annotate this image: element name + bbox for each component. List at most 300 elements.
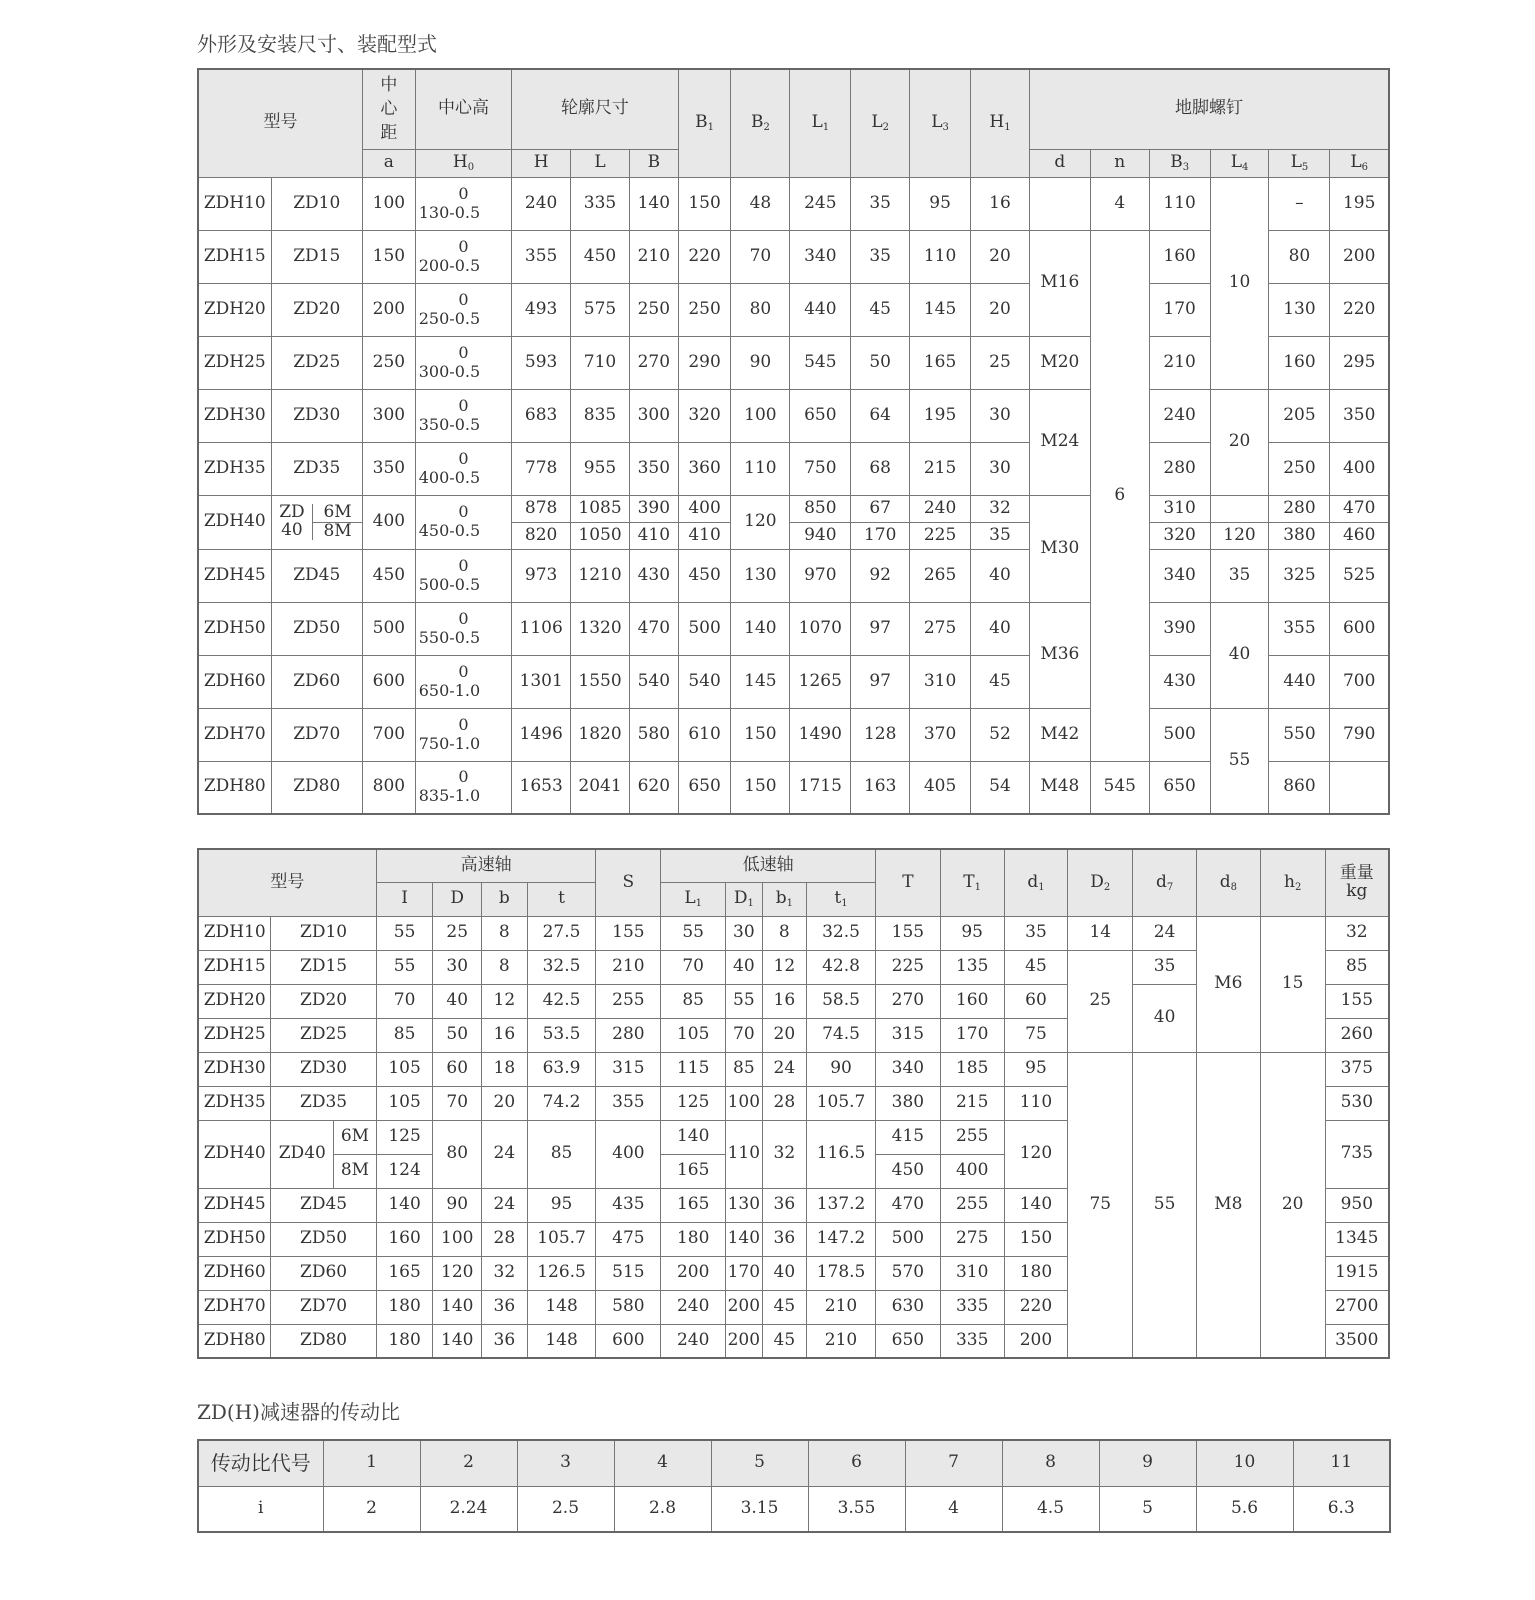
cell: 100	[726, 1086, 762, 1120]
ratio-value-cell: 2.24	[420, 1486, 517, 1532]
cell: 110	[1149, 177, 1210, 230]
table-row	[198, 389, 1389, 442]
cell: 110	[726, 1120, 762, 1188]
cell: 70	[731, 230, 790, 283]
cell: 105	[376, 1052, 433, 1086]
cell: ZD15	[271, 230, 362, 283]
cell: 515	[596, 1256, 661, 1290]
cell: 70	[376, 984, 433, 1018]
cell: ZD20	[271, 283, 362, 336]
cell: 32	[1325, 916, 1389, 950]
cell: 135	[940, 950, 1004, 984]
cell: 120	[433, 1256, 482, 1290]
cell: 45	[851, 283, 910, 336]
cell: 74.2	[527, 1086, 596, 1120]
ratio-value-cell: 2	[323, 1486, 420, 1532]
cell: 475	[596, 1222, 661, 1256]
cell: 255	[596, 984, 661, 1018]
cell: 50	[851, 336, 910, 389]
ratio-value-row	[198, 1486, 1390, 1532]
ratio-code-cell: 8	[1002, 1440, 1099, 1486]
cell-ho: 0 835-1.0	[415, 761, 511, 814]
cell: 178.5	[807, 1256, 876, 1290]
cell: 32	[762, 1120, 807, 1188]
cell: 195	[1330, 177, 1389, 230]
cell: 500	[678, 602, 731, 655]
cell: ZD10	[271, 916, 376, 950]
cell: 20	[762, 1018, 807, 1052]
header-b1: $b_1$	[762, 882, 807, 916]
cell: ZD50	[271, 1222, 376, 1256]
ratio-value-cell: 3.15	[711, 1486, 808, 1532]
cell-ho: 0 500-0.5	[415, 549, 511, 602]
cell: 950	[1325, 1188, 1389, 1222]
cell: 85	[1325, 950, 1389, 984]
cell: 400	[940, 1154, 1004, 1188]
cell: 1070	[790, 602, 851, 655]
cell: 3500	[1325, 1324, 1389, 1358]
cell: 45	[1004, 950, 1068, 984]
cell: 380	[1269, 522, 1330, 549]
cell: 105.7	[527, 1222, 596, 1256]
cell: 800	[362, 761, 415, 814]
header-L: L	[571, 149, 630, 177]
cell: 450	[678, 549, 731, 602]
cell: 54	[971, 761, 1030, 814]
cell: 80	[731, 283, 790, 336]
cell: 25	[433, 916, 482, 950]
header-a: a	[362, 149, 415, 177]
shaft-table	[197, 848, 1390, 1359]
cell: 30	[433, 950, 482, 984]
cell: 170	[1149, 283, 1210, 336]
cell: 35	[1210, 549, 1269, 602]
cell: 220	[678, 230, 731, 283]
cell: 20	[971, 230, 1030, 283]
cell: 140	[726, 1222, 762, 1256]
cell: 126.5	[527, 1256, 596, 1290]
cell: 140	[1004, 1188, 1068, 1222]
cell: 778	[512, 442, 571, 495]
cell: ZDH60	[198, 1256, 271, 1290]
cell: M16	[1029, 230, 1090, 336]
cell: 290	[678, 336, 731, 389]
cell: 140	[376, 1188, 433, 1222]
cell: 400	[678, 495, 731, 522]
cell: 155	[596, 916, 661, 950]
cell: 90	[731, 336, 790, 389]
cell: 130	[731, 549, 790, 602]
cell: 70	[433, 1086, 482, 1120]
ratio-code-cell: 11	[1293, 1440, 1390, 1486]
dimensions-table	[197, 68, 1390, 815]
header-H0: $H_0$	[415, 149, 511, 177]
header-B: B	[629, 149, 678, 177]
cell: 410	[678, 522, 731, 549]
cell: 140	[629, 177, 678, 230]
cell: 500	[362, 602, 415, 655]
cell: 700	[362, 708, 415, 761]
cell: ZD10	[271, 177, 362, 230]
cell: 280	[1149, 442, 1210, 495]
cell: 105	[661, 1018, 726, 1052]
table-row	[198, 1052, 1389, 1086]
cell: 400	[362, 495, 415, 549]
cell: 860	[1269, 761, 1330, 814]
cell: 70	[661, 950, 726, 984]
cell: 150	[731, 761, 790, 814]
cell: 835	[571, 389, 630, 442]
cell: 435	[596, 1188, 661, 1222]
cell: ZDH70	[198, 1290, 271, 1324]
cell: ZDH45	[198, 549, 271, 602]
cell-ho: 0 130-0.5	[415, 177, 511, 230]
cell: 42.8	[807, 950, 876, 984]
cell: 205	[1269, 389, 1330, 442]
cell: 30	[726, 916, 762, 950]
cell: 40	[971, 602, 1030, 655]
cell: ZD70	[271, 708, 362, 761]
cell: 28	[762, 1086, 807, 1120]
table1-title: 外形及安装尺寸、装配型式	[197, 32, 437, 56]
cell: 575	[571, 283, 630, 336]
cell: 52	[971, 708, 1030, 761]
cell: 110	[910, 230, 971, 283]
cell: 58.5	[807, 984, 876, 1018]
header-model: 型号	[198, 69, 362, 177]
cell: 250	[629, 283, 678, 336]
cell: 16	[762, 984, 807, 1018]
cell: 20	[971, 283, 1030, 336]
cell: 100	[731, 389, 790, 442]
header-L3: $L_3$	[910, 69, 971, 177]
cell: 40	[971, 549, 1030, 602]
cell: 215	[940, 1086, 1004, 1120]
ratio-value-cell: 5	[1099, 1486, 1196, 1532]
cell: 95	[940, 916, 1004, 950]
cell	[1210, 495, 1269, 522]
cell: 50	[433, 1018, 482, 1052]
cell: 440	[1269, 655, 1330, 708]
cell: 650	[875, 1324, 940, 1358]
cell-ho: 0 650-1.0	[415, 655, 511, 708]
cell: 95	[1004, 1052, 1068, 1086]
cell: 8	[482, 950, 528, 984]
cell: ZDH50	[198, 602, 271, 655]
cell-zd40	[271, 495, 362, 549]
cell: 550	[1269, 708, 1330, 761]
cell: 165	[661, 1154, 726, 1188]
header-outline: 轮廓尺寸	[512, 69, 678, 149]
cell: 750	[790, 442, 851, 495]
ratio-code-cell: 4	[614, 1440, 711, 1486]
cell: 36	[482, 1290, 528, 1324]
header-L1: $L_1$	[661, 882, 726, 916]
cell: 580	[596, 1290, 661, 1324]
header-B2: $B_2$	[731, 69, 790, 177]
table-row	[198, 708, 1389, 761]
cell: ZD15	[271, 950, 376, 984]
cell: 8	[482, 916, 528, 950]
header-S: S	[596, 849, 661, 916]
table-row	[198, 549, 1389, 602]
cell: 130	[1269, 283, 1330, 336]
cell: 32.5	[527, 950, 596, 984]
cell: 200	[726, 1290, 762, 1324]
cell: 12	[762, 950, 807, 984]
cell: 28	[482, 1222, 528, 1256]
header-H1: $H_1$	[971, 69, 1030, 177]
ratio-code-row	[198, 1440, 1390, 1486]
cell: 1820	[571, 708, 630, 761]
cell: 500	[1149, 708, 1210, 761]
ratio-code-cell: 5	[711, 1440, 808, 1486]
header-h2: $h_2$	[1260, 849, 1325, 916]
cell: 250	[678, 283, 731, 336]
cell: ZDH10	[198, 177, 271, 230]
cell: 650	[1149, 761, 1210, 814]
cell: 148	[527, 1324, 596, 1358]
cell: 390	[629, 495, 678, 522]
cell: 20	[482, 1086, 528, 1120]
cell: 270	[629, 336, 678, 389]
cell: 430	[629, 549, 678, 602]
cell: 185	[940, 1052, 1004, 1086]
cell: 210	[1149, 336, 1210, 389]
cell: 35	[1133, 950, 1197, 984]
cell: 160	[1149, 230, 1210, 283]
cell: 1210	[571, 549, 630, 602]
cell: 180	[376, 1290, 433, 1324]
cell: 545	[790, 336, 851, 389]
cell: 130	[726, 1188, 762, 1222]
cell: 32.5	[807, 916, 876, 950]
cell: 500	[875, 1222, 940, 1256]
cell: 150	[1004, 1222, 1068, 1256]
cell: 350	[629, 442, 678, 495]
cell: 32	[482, 1256, 528, 1290]
cell: 45	[971, 655, 1030, 708]
cell: ZDH80	[198, 1324, 271, 1358]
cell: ZDH80	[198, 761, 271, 814]
cell: 405	[910, 761, 971, 814]
header-center-distance: 中心距	[362, 69, 415, 149]
cell: ZD50	[271, 602, 362, 655]
ratio-code-label: 传动比代号	[198, 1440, 323, 1486]
header-D: D	[433, 882, 482, 916]
cell: 970	[790, 549, 851, 602]
cell: –	[1269, 177, 1330, 230]
ratio-value-cell: 4	[905, 1486, 1002, 1532]
cell: 460	[1330, 522, 1389, 549]
cell	[1029, 177, 1090, 230]
cell: 280	[596, 1018, 661, 1052]
cell: ZDH60	[198, 655, 271, 708]
cell: 40	[726, 950, 762, 984]
cell: M30	[1029, 495, 1090, 602]
cell: 20	[1210, 389, 1269, 495]
cell: 150	[678, 177, 731, 230]
cell: 355	[512, 230, 571, 283]
cell: 390	[1149, 602, 1210, 655]
cell: ZDH70	[198, 708, 271, 761]
cell: ZD25	[271, 336, 362, 389]
cell: 225	[910, 522, 971, 549]
cell: 683	[512, 389, 571, 442]
cell: 6	[1090, 230, 1149, 761]
cell: 400	[596, 1120, 661, 1188]
cell-ho: 0 550-0.5	[415, 602, 511, 655]
cell: 470	[875, 1188, 940, 1222]
cell: 1496	[512, 708, 571, 761]
ratio-code-cell: 1	[323, 1440, 420, 1486]
cell: 165	[910, 336, 971, 389]
cell: 60	[433, 1052, 482, 1086]
header-T: T	[875, 849, 940, 916]
cell: 75	[1004, 1018, 1068, 1052]
cell: 165	[661, 1188, 726, 1222]
cell: 90	[433, 1188, 482, 1222]
cell: 64	[851, 389, 910, 442]
cell: 67	[851, 495, 910, 522]
cell: 450	[362, 549, 415, 602]
cell: 92	[851, 549, 910, 602]
cell: 147.2	[807, 1222, 876, 1256]
cell: 170	[851, 522, 910, 549]
cell: 160	[940, 984, 1004, 1018]
cell: 145	[731, 655, 790, 708]
cell: 4	[1090, 177, 1149, 230]
cell: 48	[731, 177, 790, 230]
cell: 55	[376, 950, 433, 984]
cell: 940	[790, 522, 851, 549]
cell: ZDH15	[198, 230, 271, 283]
cell: 275	[940, 1222, 1004, 1256]
cell: 200	[661, 1256, 726, 1290]
cell: 12	[482, 984, 528, 1018]
cell: 540	[678, 655, 731, 708]
header-L5: $L_5$	[1269, 149, 1330, 177]
cell: 275	[910, 602, 971, 655]
cell: 450	[571, 230, 630, 283]
cell: 350	[1330, 389, 1389, 442]
cell: 955	[571, 442, 630, 495]
header-L1: $L_1$	[790, 69, 851, 177]
cell: 148	[527, 1290, 596, 1324]
cell: 140	[661, 1120, 726, 1154]
cell: ZDH30	[198, 389, 271, 442]
cell: ZD60	[271, 655, 362, 708]
cell: ZD30	[271, 1052, 376, 1086]
cell: 210	[807, 1324, 876, 1358]
header-I: I	[376, 882, 433, 916]
cell: 40	[1210, 602, 1269, 708]
header-model: 型号	[198, 849, 376, 916]
cell: 600	[1330, 602, 1389, 655]
cell: 180	[661, 1222, 726, 1256]
cell: 850	[790, 495, 851, 522]
cell: 440	[790, 283, 851, 336]
cell: ZDH20	[198, 984, 271, 1018]
cell-ho: 0 400-0.5	[415, 442, 511, 495]
cell: 16	[971, 177, 1030, 230]
cell: ZDH25	[198, 336, 271, 389]
cell: 74.5	[807, 1018, 876, 1052]
cell: 25	[1068, 950, 1133, 1052]
cell: 470	[629, 602, 678, 655]
cell: ZDH45	[198, 1188, 271, 1222]
cell: 525	[1330, 549, 1389, 602]
cell: 255	[940, 1120, 1004, 1154]
cell: 355	[596, 1086, 661, 1120]
cell: 55	[376, 916, 433, 950]
cell: 85	[726, 1052, 762, 1086]
cell: 97	[851, 655, 910, 708]
cell: ZDH10	[198, 916, 271, 950]
ratio-code-cell: 3	[517, 1440, 614, 1486]
cell: 878	[512, 495, 571, 522]
cell: ZDH50	[198, 1222, 271, 1256]
cell-ho: 0 250-0.5	[415, 283, 511, 336]
cell: 200	[362, 283, 415, 336]
cell: 124	[376, 1154, 433, 1188]
cell-ho: 0 750-1.0	[415, 708, 511, 761]
cell: 270	[875, 984, 940, 1018]
cell: 240	[661, 1290, 726, 1324]
cell: 90	[807, 1052, 876, 1086]
cell: 35	[851, 177, 910, 230]
cell: 400	[1330, 442, 1389, 495]
cell: 163	[851, 761, 910, 814]
cell: 95	[910, 177, 971, 230]
cell: 1653	[512, 761, 571, 814]
header-t1: $t_1$	[807, 882, 876, 916]
cell: 195	[910, 389, 971, 442]
cell: 40	[433, 984, 482, 1018]
cell: 2700	[1325, 1290, 1389, 1324]
cell: 1550	[571, 655, 630, 708]
cell: 137.2	[807, 1188, 876, 1222]
ratio-code-cell: 6	[808, 1440, 905, 1486]
cell: 1490	[790, 708, 851, 761]
table-row	[198, 177, 1389, 230]
cell: 140	[433, 1290, 482, 1324]
cell: 170	[940, 1018, 1004, 1052]
cell: 68	[851, 442, 910, 495]
cell: ZD35	[271, 1086, 376, 1120]
header-d1: $d_1$	[1004, 849, 1068, 916]
cell: 8	[762, 916, 807, 950]
zd40-label: ZD 40	[272, 504, 314, 541]
cell: 310	[1149, 495, 1210, 522]
header-bolts: 地脚螺钉	[1029, 69, 1389, 149]
header-B3: $B_3$	[1149, 149, 1210, 177]
cell: 36	[762, 1188, 807, 1222]
cell: 36	[762, 1222, 807, 1256]
cell: M42	[1029, 708, 1090, 761]
cell: 620	[629, 761, 678, 814]
cell: 200	[1330, 230, 1389, 283]
cell: 120	[1210, 522, 1269, 549]
cell: 240	[910, 495, 971, 522]
cell: 155	[875, 916, 940, 950]
cell: 200	[1004, 1324, 1068, 1358]
cell: ZDH40	[198, 495, 271, 549]
cell: 45	[762, 1290, 807, 1324]
cell: 240	[512, 177, 571, 230]
cell: M8	[1196, 1052, 1260, 1358]
cell: M6	[1196, 916, 1260, 1052]
